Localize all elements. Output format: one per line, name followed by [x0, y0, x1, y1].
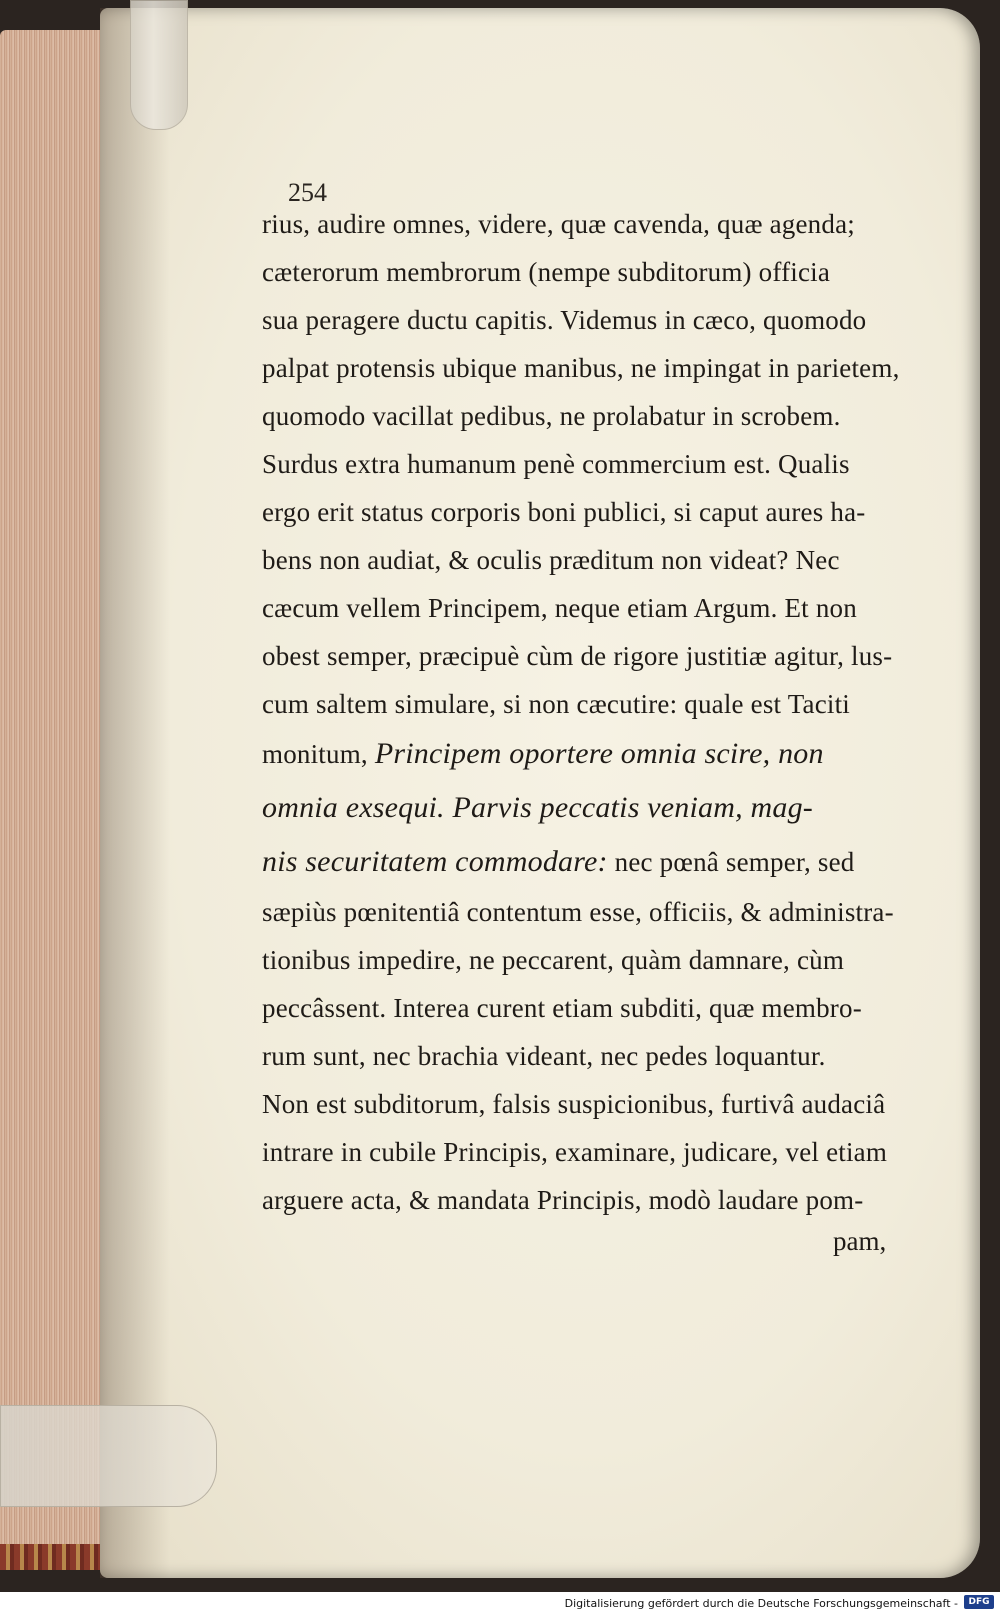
text-line: quomodo vacillat pedibus, ne prolabatur in scrobem. — [262, 401, 841, 431]
text-line: rum sunt, nec brachia videant, nec pedes loquantur. — [262, 1041, 826, 1071]
text-line: Surdus extra humanum penè commercium est. Qualis — [262, 449, 850, 479]
footer-credit: Digitalisierung gefördert durch die Deutsche Forschungsgemeinschaft - — [564, 1597, 958, 1610]
text-line: sæpiùs pœnitentiâ contentum esse, officiis, & administra- — [262, 897, 894, 927]
text-line: palpat protensis ubique manibus, ne impingat in parietem, — [262, 353, 900, 383]
text-line: nis securitatem commodare: nec pœnâ semper, sed — [262, 845, 855, 878]
dfg-logo-icon: DFG — [964, 1595, 994, 1609]
text-line: arguere acta, & mandata Principis, modò laudare pom- — [262, 1185, 864, 1215]
text-line: cæterorum membrorum (nempe subditorum) officia — [262, 257, 831, 287]
text-line: sua peragere ductu capitis. Videmus in cæco, quomodo — [262, 305, 867, 335]
catchword: pam, — [833, 1226, 887, 1256]
text-line: peccâssent. Interea curent etiam subditi, quæ membro- — [262, 993, 862, 1023]
text-line: tionibus impedire, ne peccarent, quàm damnare, cùm — [262, 945, 845, 975]
footer-bar — [0, 1592, 1000, 1612]
italic-quote: nis securitatem commodare: — [262, 845, 608, 878]
gutter-shadow — [100, 8, 170, 1578]
text-line: ergo erit status corporis boni publici, si caput aures ha- — [262, 497, 866, 527]
text-line: monitum, Principem oportere omnia scire, non — [262, 737, 824, 770]
text-line: bens non audiat, & oculis præditum non videat? Nec — [262, 545, 840, 575]
text-line: cæcum vellem Principem, neque etiam Argum. Et non — [262, 593, 857, 623]
text-line: obest semper, præcipuè cùm de rigore justitiæ agitur, lus- — [262, 641, 893, 671]
page-edges — [0, 30, 110, 1570]
italic-quote: Principem oportere omnia scire, non — [374, 737, 824, 770]
text-line: rius, audire omnes, videre, quæ cavenda, quæ agenda; — [262, 209, 855, 239]
text-line: intrare in cubile Principis, examinare, judicare, vel etiam — [262, 1137, 888, 1167]
text-line: cum saltem simulare, si non cæcutire: quale est Taciti — [262, 689, 851, 719]
italic-quote: omnia exsequi. Parvis peccatis veniam, mag- — [262, 791, 813, 824]
text-line — [262, 791, 813, 825]
text-line: Non est subditorum, falsis suspicionibus, furtivâ audaciâ — [262, 1089, 886, 1119]
page-number: 254 — [288, 178, 327, 207]
page-clip — [0, 1405, 217, 1507]
bookmark-tab — [130, 0, 188, 130]
book-cover-edge — [0, 1544, 110, 1570]
